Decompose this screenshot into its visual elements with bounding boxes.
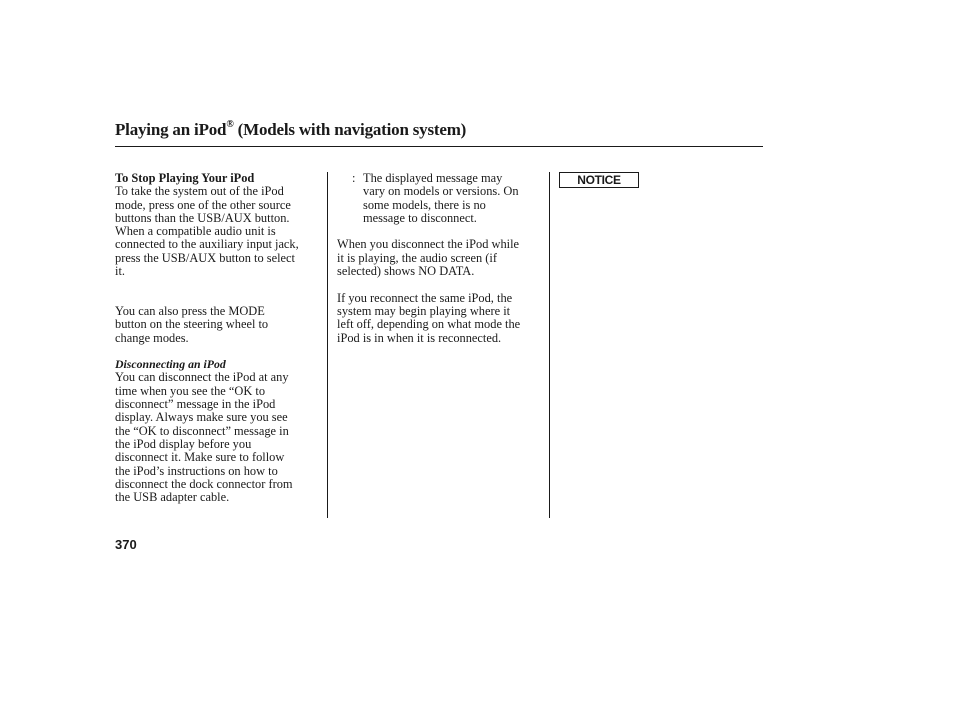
text-line: You can also press the MODE — [115, 303, 265, 318]
text-line: disconnect” message in the iPod — [115, 397, 276, 412]
text-line: The displayed message may — [363, 171, 503, 185]
text-line: the iPod display before you — [115, 436, 252, 451]
text-line: message to disconnect. — [363, 210, 477, 225]
heading-disconnecting: Disconnecting an iPod — [115, 357, 226, 372]
disconnect-while-playing-paragraph — [337, 238, 542, 278]
text-line: it is playing, the audio screen (if — [337, 250, 498, 265]
reconnect-paragraph — [337, 292, 542, 345]
text-line: disconnect the dock connector from — [115, 476, 293, 491]
text-line: buttons than the USB/AUX button. — [115, 210, 290, 225]
text-line: system may begin playing where it — [337, 303, 511, 318]
text-line: time when you see the “OK to — [115, 383, 266, 398]
page-title — [115, 120, 466, 140]
stop-playing-paragraph — [115, 185, 320, 278]
column-divider-left — [327, 172, 328, 518]
notice-label: NOTICE — [577, 173, 621, 187]
text-line: iPod is in when it is reconnected. — [337, 330, 502, 345]
text-line: You can disconnect the iPod at any — [115, 370, 289, 385]
footnote-marker: : — [352, 171, 356, 185]
heading-stop-playing: To Stop Playing Your iPod — [115, 171, 255, 185]
text-line: it. — [115, 264, 125, 279]
text-line: change modes. — [115, 330, 189, 345]
text-line: mode, press one of the other source — [115, 197, 291, 212]
text-line: When you disconnect the iPod while — [337, 237, 520, 252]
footnote-block — [337, 172, 542, 225]
notice-label-box — [559, 172, 639, 188]
registered-mark: ® — [226, 119, 234, 130]
mode-button-paragraph — [115, 305, 320, 345]
text-line: button on the steering wheel to — [115, 317, 269, 332]
text-line: the “OK to disconnect” message in — [115, 423, 289, 438]
text-line: press the USB/AUX button to select — [115, 250, 295, 265]
text-line: disconnect it. Make sure to follow — [115, 450, 285, 465]
title-rest: (Models with navigation system) — [233, 120, 467, 139]
text-line: the USB adapter cable. — [115, 490, 230, 505]
text-line: some models, there is no — [363, 197, 486, 212]
text-line: connected to the auxiliary input jack, — [115, 237, 299, 252]
text-line: display. Always make sure you see — [115, 410, 288, 425]
column-two — [337, 172, 542, 345]
text-line: When a compatible audio unit is — [115, 224, 276, 239]
column-divider-right — [549, 172, 550, 518]
text-line: the iPod’s instructions on how to — [115, 463, 278, 478]
text-line: If you reconnect the same iPod, the — [337, 290, 513, 305]
text-line: vary on models or versions. On — [363, 184, 519, 199]
column-one — [115, 172, 320, 504]
title-main: Playing an iPod — [115, 120, 227, 139]
text-line: left off, depending on what mode the — [337, 317, 521, 332]
disconnecting-paragraph — [115, 371, 320, 504]
text-line: To take the system out of the iPod — [115, 184, 284, 199]
text-line: selected) shows NO DATA. — [337, 264, 475, 279]
title-rule — [115, 146, 763, 147]
page-number: 370 — [115, 537, 137, 552]
